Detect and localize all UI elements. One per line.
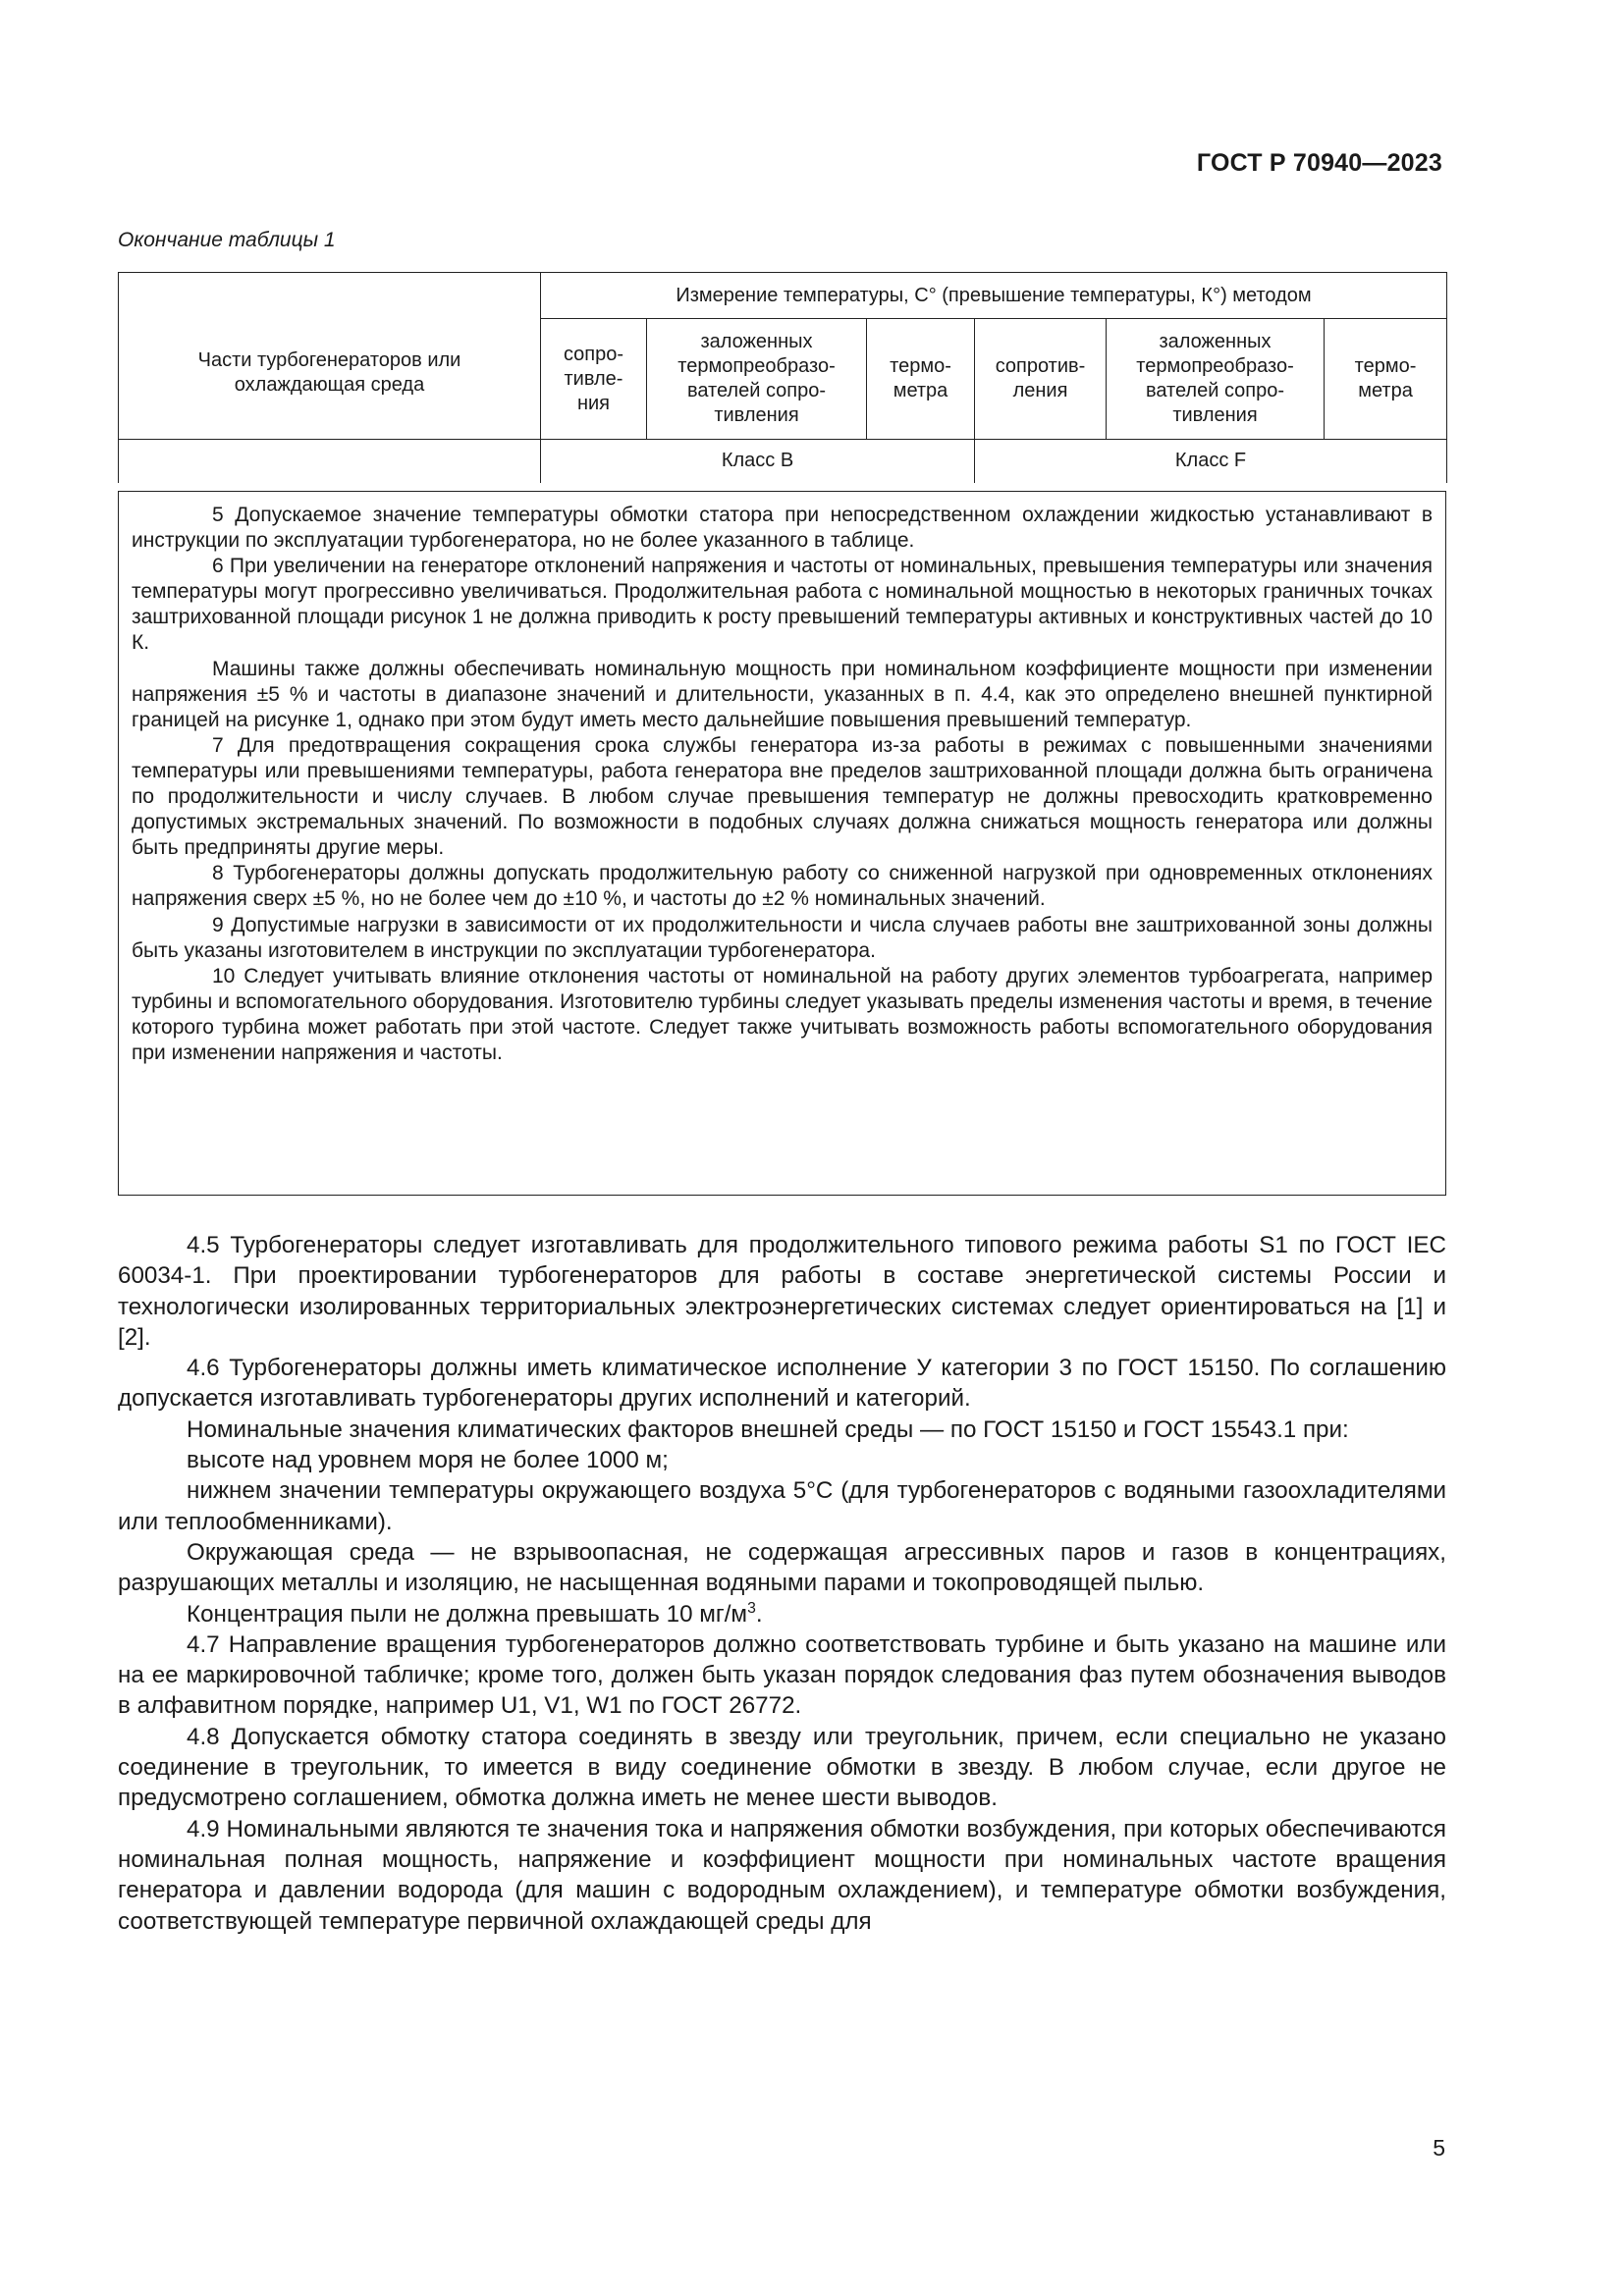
paragraph-low-temperature: нижнем значении температуры окружающего воздуха 5°С (для турбогенераторов с водяными газоохладителями или теплообменниками). [118, 1477, 1446, 1535]
main-text [118, 1230, 1446, 1937]
col-thermometer-b: термо-метра [867, 319, 975, 440]
col-embedded-f: заложенных термопреобразо-вателей сопро-тивления [1107, 319, 1325, 440]
note-5: 5 Допускаемое значение температуры обмотки статора при непосредственном охлаждении жидкостью устанавливают в инструкции по эксплуатации турбогенератора, но не более указанного в таблице. [132, 504, 1433, 553]
col-resistance-b: сопро-тивле-ния [541, 319, 647, 440]
temperature-table [118, 272, 1447, 483]
class-b-label: Класс B [541, 440, 975, 483]
note-7: 7 Для предотвращения сокращения срока службы генератора из-за работы в режимах с повышенными значениями температуры или превышениями температуры, работа генератора вне пределов заштрихованной площади должна быть ограничена по продолжительности и числу случаев. В любом случае превышения температур не должны превосходить кратковременно допустимых экстремальных значений. По возможности в подобных случаях должна снижаться мощность генератора или должны быть предприняты другие меры. [132, 733, 1433, 860]
paragraph-4-6: 4.6 Турбогенераторы должны иметь климатическое исполнение У категории 3 по ГОСТ 15150. По соглашению допускается изготавливать турбогенераторы других исполнений и категорий. [118, 1355, 1446, 1413]
standard-code: ГОСТ Р 70940—2023 [1196, 149, 1442, 177]
note-6-cont: Машины также должны обеспечивать номинальную мощность при номинальном коэффициенте мощности при изменении напряжения ±5 % и частоты в диапазоне значений и длительности, указанных в п. 4.4, как это определено внешней пунктирной границей на рисунке 1, однако при этом будут иметь место дальнейшие повышения превышений температур. [132, 657, 1433, 731]
paragraph-environment: Окружающая среда — не взрывоопасная, не содержащая агрессивных паров и газов в концентрациях, разрушающих металлы и изоляцию, не насыщенная водяными парами и токопроводящей пылью. [118, 1538, 1446, 1597]
note-6: 6 При увеличении на генераторе отклонений напряжения и частоты от номинальных, превышения температуры или значения температуры могут прогрессивно увеличиваться. Продолжительная работа с номинальной мощностью в некоторых граничных точках заштрихованной площади рисунок 1 не должна приводить к росту превышений температуры активных и конструктивных частей до 10 К. [132, 555, 1433, 655]
paragraph-dust: Концентрация пыли не должна превышать 10 $мг/м^3$. [187, 1599, 763, 1628]
empty-cell [119, 440, 541, 483]
page-number: 5 [1433, 2135, 1445, 2161]
paragraph-4-7: 4.7 Направление вращения турбогенераторов должно соответствовать турбине и быть указано на машине или на ее маркировочной табличке; кроме того, должен быть указан порядок следования фаз путем обозначения выводов в алфавитном порядке, например U1, V1, W1 по ГОСТ 26772. [118, 1630, 1446, 1720]
row-header: Части турбогенераторов или охлаждающая среда [197, 348, 461, 396]
col-resistance-f: сопротив-ления [975, 319, 1107, 440]
paragraph-nominal-values: Номинальные значения климатических факторов внешней среды — по ГОСТ 15150 и ГОСТ 15543.1 при: [187, 1415, 1349, 1443]
note-10: 10 Следует учитывать влияние отклонения частоты от номинальной на работу других элементов турбоагрегата, например турбины и вспомогательного оборудования. Изготовителю турбины следует указывать пределы изменения частоты и время, в течение которого турбина может работать при этой частоте. Следует также учитывать возможность работы вспомогательного оборудования при изменении напряжения и частоты. [132, 964, 1433, 1064]
group-header: Измерение температуры, С° (превышение температуры, К°) методом [541, 273, 1447, 319]
note-9: 9 Допустимые нагрузки в зависимости от их продолжительности и числа случаев работы вне заштрихованной зоны должны быть указаны изготовителем в инструкции по эксплуатации турбогенератора. [132, 913, 1433, 962]
table-notes [118, 491, 1446, 1196]
class-f-label: Класс F [975, 440, 1447, 483]
row-header-cell [119, 273, 541, 440]
paragraph-4-8: 4.8 Допускается обмотку статора соединять в звезду или треугольник, причем, если специально не указано соединение в треугольник, то имеется в виду соединение обмотки в звезду. В любом случае, если другое не предусмотрено соглашением, обмотка должна иметь не менее шести выводов. [118, 1723, 1446, 1812]
col-thermometer-f: термо-метра [1325, 319, 1447, 440]
note-8: 8 Турбогенераторы должны допускать продолжительную работу со сниженной нагрузкой при одновременных отклонениях напряжения сверх ±5 %, но не более чем до ±10 %, и частоты до ±2 % номинальных значений. [132, 862, 1433, 911]
paragraph-altitude: высоте над уровнем моря не более 1000 м; [187, 1447, 669, 1474]
table-caption: Окончание таблицы 1 [118, 229, 336, 251]
paragraph-4-5: 4.5 Турбогенераторы следует изготавливать для продолжительного типового режима работы S1 по ГОСТ IEC 60034-1. При проектировании турбогенераторов для работы в составе энергетической системы России и технологически изолированных территориальных электроэнергетических системах следует ориентироваться на [1] и [2]. [118, 1232, 1446, 1351]
col-embedded-b: заложенных термопреобразо-вателей сопро-тивления [647, 319, 867, 440]
paragraph-4-9: 4.9 Номинальными являются те значения тока и напряжения обмотки возбуждения, при которых обеспечиваются номинальная полная мощность, напряжение и коэффициент мощности при номинальных частоте вращения генератора и давлении водорода (для машин с водородным охлаждением), и температуре обмотки возбуждения, соответствующей температуре первичной охлаждающей среды для [118, 1815, 1446, 1935]
